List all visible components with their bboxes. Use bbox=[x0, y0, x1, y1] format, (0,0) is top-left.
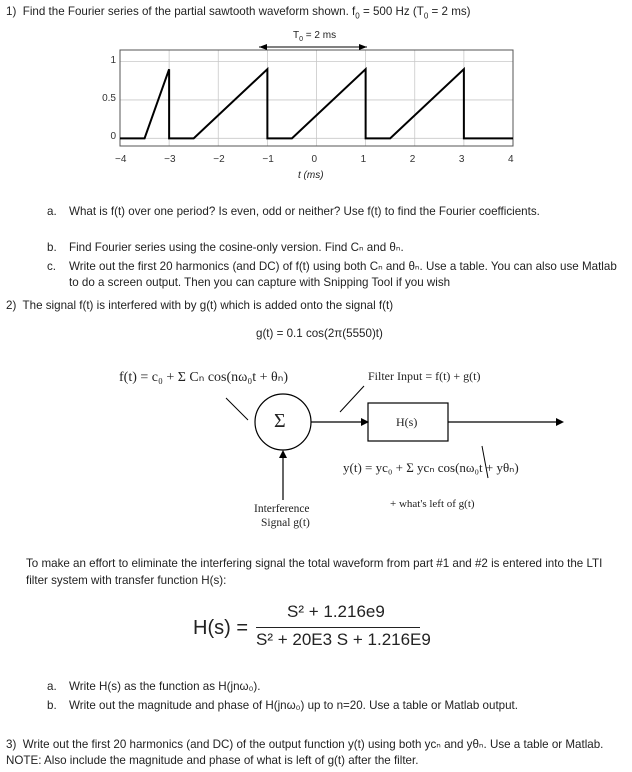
y-tick-label: 0.5 bbox=[102, 92, 116, 104]
whats-left-label: + what's left of g(t) bbox=[390, 498, 475, 510]
x-tick-label: −3 bbox=[164, 154, 176, 165]
period-label-val: = 2 ms bbox=[303, 30, 337, 41]
g-equation: g(t) = 0.1 cos(2π(5550)t) bbox=[256, 327, 383, 340]
q1-item bbox=[47, 259, 627, 289]
f-pointer bbox=[226, 398, 248, 420]
y-tick-label: 1 bbox=[110, 54, 116, 66]
period-arrow-right-head bbox=[359, 44, 367, 50]
filter-input-label: Filter Input = f(t) + g(t) bbox=[368, 369, 481, 383]
q2-item bbox=[47, 698, 627, 714]
x-tick-label: −1 bbox=[262, 154, 274, 165]
filter-output-arrowhead bbox=[556, 418, 564, 426]
q2-paragraph: To make an effort to eliminate the interfering signal the total waveform from part #1 and #2 is entered into the LTI filter system with transfer function H(s): bbox=[26, 557, 603, 587]
q1-item-text: Find Fourier series using the cosine-only version. Find Cₙ and θₙ. bbox=[69, 241, 404, 254]
q3-block bbox=[6, 737, 626, 769]
q1-item-marker: a. bbox=[47, 205, 57, 218]
q1-item bbox=[47, 204, 627, 220]
hs-fraction-bar bbox=[256, 627, 420, 628]
interference-label-1: Interference bbox=[254, 503, 310, 515]
q2-number: 2) bbox=[6, 299, 17, 312]
input-pointer bbox=[340, 386, 364, 412]
q2-item-text: Write out the magnitude and phase of H(jnω₀) up to n=20. Use a table or Matlab output. bbox=[69, 699, 519, 712]
q1-item-marker: c. bbox=[47, 260, 57, 273]
q3-text: Write out the first 20 harmonics (and DC) of the output function y(t) using both ycₙ and yθₙ. Use a table or Matlab. NOTE: Also include the magnitude and phase of what is left of g(t) after the filter. bbox=[6, 738, 604, 767]
q1-f0-val: = 500 Hz (T bbox=[359, 5, 424, 18]
x-tick-label: −2 bbox=[213, 154, 225, 165]
q1-heading bbox=[6, 5, 471, 20]
q1-item-text: Write out the first 20 harmonics (and DC) of f(t) using both Cₙ and θₙ. Use a table. You can also use Matlab to do a screen output. Then you can capture with Snipping Tool if you wish bbox=[69, 260, 617, 289]
f-series-equation: f(t) = c₀ + Σ Cₙ cos(nω₀t + θₙ) bbox=[119, 370, 288, 385]
q1-item-marker: b. bbox=[47, 241, 57, 254]
period-label-T: T bbox=[293, 30, 300, 41]
q2-item bbox=[47, 679, 627, 695]
q1-T0-sub: 0 bbox=[423, 11, 429, 21]
q3-number: 3) bbox=[6, 738, 17, 751]
period-arrow-left-head bbox=[259, 44, 267, 50]
q2-item-marker: b. bbox=[47, 699, 57, 712]
q2-heading bbox=[6, 299, 393, 312]
q1-prefix: Find the Fourier series of the partial sawtooth waveform shown. f bbox=[22, 5, 356, 18]
hs-numerator: S² + 1.216e9 bbox=[287, 602, 385, 621]
x-tick-label: 2 bbox=[409, 154, 416, 165]
y-tick-label: 0 bbox=[110, 131, 116, 143]
q2-item-text: Write H(s) as the function as H(jnω₀). bbox=[69, 680, 261, 693]
plot-grid bbox=[120, 50, 513, 146]
q1-f0-sub: 0 bbox=[355, 11, 360, 21]
block-diagram bbox=[0, 350, 632, 540]
x-tick-label: 3 bbox=[458, 154, 465, 165]
x-tick-label: 4 bbox=[508, 154, 514, 165]
filter-label: H(s) bbox=[396, 415, 418, 429]
hs-lhs: H(s) = bbox=[193, 617, 248, 639]
interference-label-2: Signal g(t) bbox=[261, 517, 310, 529]
period-annotation bbox=[259, 44, 367, 50]
q1-T0-val: = 2 ms) bbox=[428, 5, 471, 18]
x-tick-label: −4 bbox=[115, 154, 127, 165]
interference-arrowhead bbox=[279, 450, 287, 458]
y-series-equation: y(t) = yc₀ + Σ ycₙ cos(nω₀t + yθₙ) bbox=[343, 460, 519, 475]
x-axis-label: t (ms) bbox=[298, 170, 324, 181]
period-label-sub: 0 bbox=[299, 36, 304, 43]
sigma-symbol: Σ bbox=[274, 410, 286, 432]
q1-item bbox=[47, 240, 627, 256]
q2-text: The signal f(t) is interfered with by g(t) which is added onto the signal f(t) bbox=[22, 299, 394, 312]
q1-number: 1) bbox=[6, 5, 17, 18]
period-label bbox=[293, 30, 336, 43]
q1-item-text: What is f(t) over one period? Is even, odd or neither? Use f(t) to find the Fourier coefficients. bbox=[69, 205, 540, 218]
hs-denominator: S² + 20E3 S + 1.216E9 bbox=[256, 630, 431, 649]
x-tick-label: 1 bbox=[360, 154, 367, 165]
q2-item-marker: a. bbox=[47, 680, 57, 693]
x-tick-label: 0 bbox=[311, 154, 318, 165]
